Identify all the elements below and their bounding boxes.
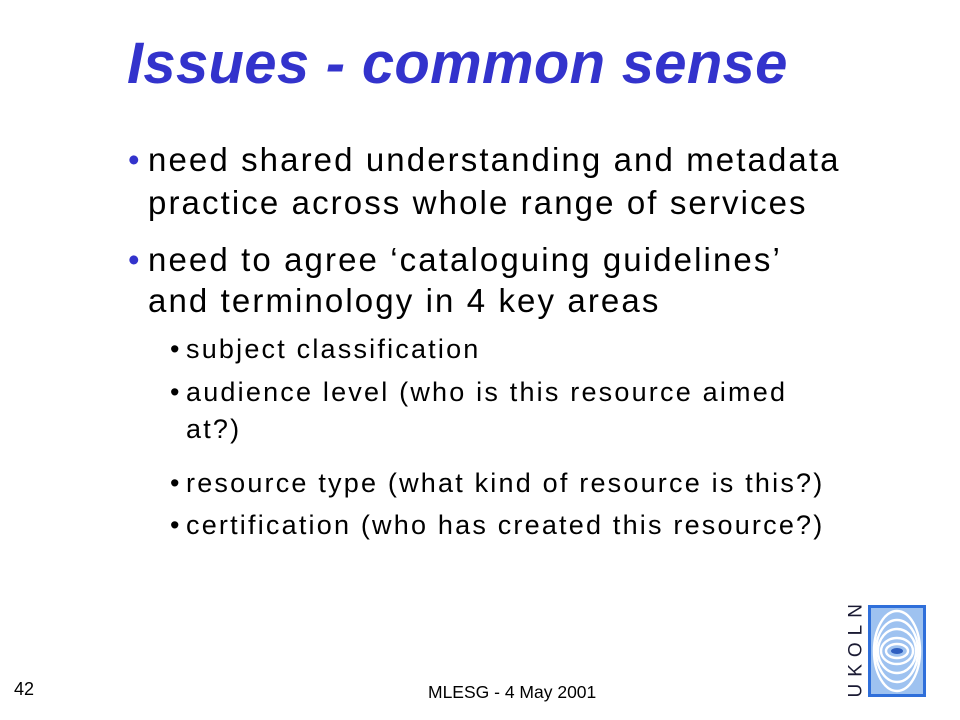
sub-bullet-text-line: certification (who has created this resource?) <box>186 510 825 540</box>
bullet-marker: • <box>128 141 140 178</box>
sub-bullet-text-line: subject classification <box>186 334 481 364</box>
sub-bullet-marker: • <box>170 334 180 364</box>
bullet-text-line: need shared understanding and metadata <box>148 141 841 178</box>
bullet-text-line: practice across whole range of services <box>148 184 808 221</box>
sub-bullet-text-line: at?) <box>186 414 242 444</box>
sub-bullet-marker: • <box>170 510 180 540</box>
ukoln-logo-icon <box>868 605 926 697</box>
footer-caption: MLESG - 4 May 2001 <box>428 682 597 702</box>
sub-bullet-marker: • <box>170 468 180 498</box>
slide-title: Issues - common sense <box>127 31 788 96</box>
sub-bullet-marker: • <box>170 377 180 407</box>
bullet-marker: • <box>128 241 140 278</box>
bullet-text-line: need to agree ‘cataloguing guidelines’ <box>148 241 782 278</box>
bullet-text-line: and terminology in 4 key areas <box>148 282 661 319</box>
page-number: 42 <box>14 679 35 699</box>
logo-lettering: UKOLN <box>845 597 867 698</box>
sub-bullet-text-line: audience level (who is this resource aimed <box>186 377 788 407</box>
sub-bullet-text-line: resource type (what kind of resource is this?) <box>186 468 825 498</box>
